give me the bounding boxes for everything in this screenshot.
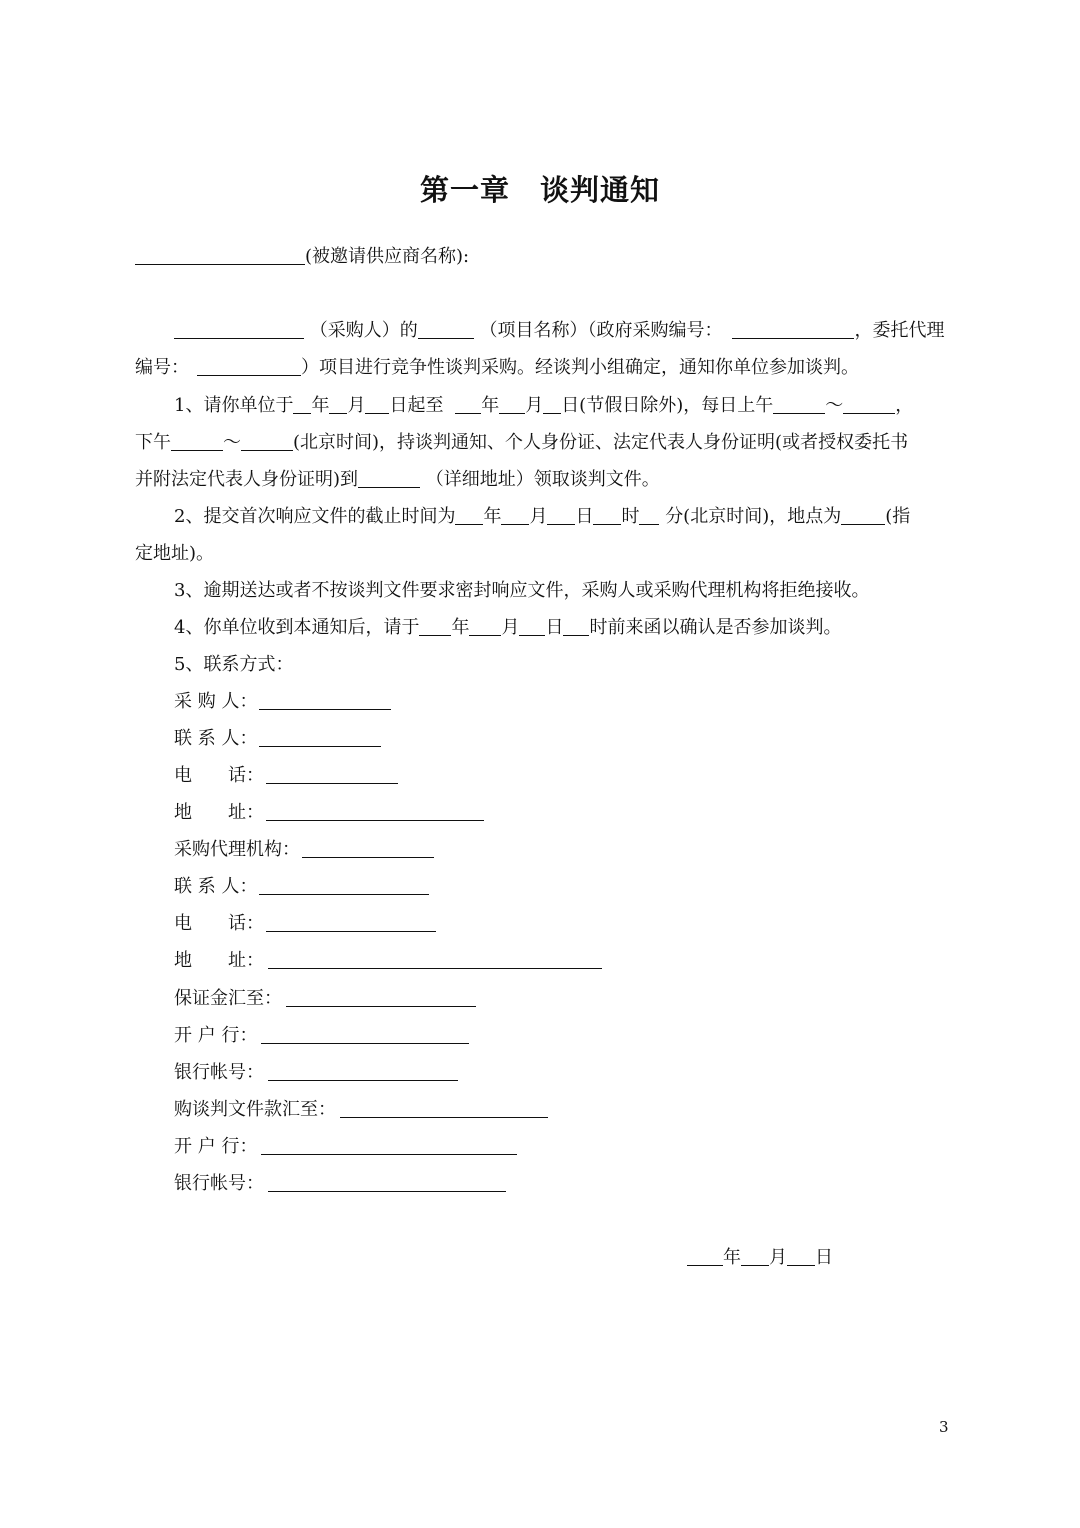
blank-reply-hour[interactable] xyxy=(563,617,589,636)
contact-purchaser-phone: 电 话： xyxy=(174,763,398,789)
blank-sign-month[interactable] xyxy=(741,1247,769,1266)
blank-am-start[interactable] xyxy=(773,395,825,414)
deposit-account-no: 银行帐号： xyxy=(174,1060,458,1086)
blank-purchaser-name[interactable] xyxy=(259,691,391,710)
blank-pm-start[interactable] xyxy=(171,432,223,451)
item-2-line-1: 2、提交首次响应文件的截止时间为 年 月 日 时 分(北京时间)，地点为 (指 xyxy=(174,506,911,527)
blank-month[interactable] xyxy=(329,395,347,414)
fee-to: 购谈判文件款汇至： xyxy=(174,1097,548,1123)
blank-deadline-hour[interactable] xyxy=(593,506,621,525)
blank-procurement-code[interactable] xyxy=(732,320,854,339)
deposit-bank: 开 户 行： xyxy=(174,1023,469,1049)
item-1-line-2: 下午 ～ (北京时间)，持谈判通知、个人身份证、法定代表人身份证明(或者授权委托书 xyxy=(135,432,909,453)
blank-day[interactable] xyxy=(365,395,389,414)
contact-agency-address: 地 址： xyxy=(174,948,602,974)
addressee-line: (被邀请供应商名称): xyxy=(135,244,469,270)
contact-purchaser-address: 地 址： xyxy=(174,800,484,826)
item-1-line-1: 1、请你单位于 年 月 日起至 年 月 日(节假日除外)，每日上午 ～ ， xyxy=(174,395,914,416)
blank-agency-name[interactable] xyxy=(302,839,434,858)
blank-agency-address[interactable] xyxy=(268,950,602,969)
page-number: 3 xyxy=(939,1418,949,1436)
blank-pm-end[interactable] xyxy=(241,432,293,451)
blank-location[interactable] xyxy=(841,506,885,525)
fee-bank: 开 户 行： xyxy=(174,1134,517,1160)
blank-deposit-account[interactable] xyxy=(286,988,476,1007)
intro-line-2: 编号： ）项目进行竞争性谈判采购。经谈判小组确定，通知你单位参加谈判。 xyxy=(135,357,859,378)
blank-reply-month[interactable] xyxy=(469,617,501,636)
intro-line-1: （采购人）的 （项目名称）（政府采购编号： ，委托代理 xyxy=(174,318,944,344)
blank-deposit-account-no[interactable] xyxy=(268,1062,458,1081)
blank-month-2[interactable] xyxy=(499,395,525,414)
item-2-line-2: 定地址)。 xyxy=(135,543,215,564)
blank-purchaser[interactable] xyxy=(174,320,304,339)
contact-agency-phone: 电 话： xyxy=(174,911,436,937)
contact-agency-person: 联 系 人： xyxy=(174,874,429,900)
blank-fee-bank[interactable] xyxy=(261,1136,517,1155)
blank-am-end[interactable] xyxy=(843,395,895,414)
blank-reply-year[interactable] xyxy=(419,617,451,636)
blank-supplier-name[interactable] xyxy=(135,246,305,265)
blank-deposit-bank[interactable] xyxy=(261,1025,469,1044)
blank-purchaser-contact[interactable] xyxy=(259,728,381,747)
blank-fee-account[interactable] xyxy=(340,1099,548,1118)
blank-agency-code[interactable] xyxy=(197,357,301,376)
blank-agency-phone[interactable] xyxy=(266,913,436,932)
signature-date: 年 月 日 xyxy=(687,1245,833,1271)
contact-agency: 采购代理机构： xyxy=(174,837,434,863)
blank-deadline-month[interactable] xyxy=(501,506,529,525)
blank-deadline-day[interactable] xyxy=(547,506,575,525)
blank-reply-day[interactable] xyxy=(519,617,545,636)
fee-account-no: 银行帐号： xyxy=(174,1171,506,1197)
contact-purchaser-person: 联 系 人： xyxy=(174,726,381,752)
blank-sign-day[interactable] xyxy=(787,1247,815,1266)
blank-purchaser-phone[interactable] xyxy=(266,765,398,784)
item-1-line-3: 并附法定代表人身份证明)到 （详细地址）领取谈判文件。 xyxy=(135,469,660,490)
blank-year-2[interactable] xyxy=(455,395,481,414)
blank-detail-address[interactable] xyxy=(358,469,420,488)
blank-day-2[interactable] xyxy=(543,395,561,414)
contact-purchaser: 采 购 人： xyxy=(174,689,391,715)
item-3: 3、逾期送达或者不按谈判文件要求密封响应文件，采购人或采购代理机构将拒绝接收。 xyxy=(174,580,870,601)
chapter-title: 谈判通知 xyxy=(540,173,661,207)
chapter-label: 第一章 xyxy=(419,173,510,207)
blank-deadline-year[interactable] xyxy=(455,506,483,525)
page-title xyxy=(0,168,1080,209)
item-4: 4、你单位收到本通知后，请于 年 月 日 时前来函以确认是否参加谈判。 xyxy=(174,617,842,638)
blank-agency-contact[interactable] xyxy=(259,876,429,895)
blank-year[interactable] xyxy=(293,395,311,414)
blank-purchaser-address[interactable] xyxy=(266,802,484,821)
blank-deadline-minute[interactable] xyxy=(639,506,659,525)
item-5: 5、联系方式： xyxy=(174,654,294,675)
blank-project-name[interactable] xyxy=(418,320,474,339)
blank-fee-account-no[interactable] xyxy=(268,1173,506,1192)
deposit-to: 保证金汇至： xyxy=(174,986,476,1012)
blank-sign-year[interactable] xyxy=(687,1247,723,1266)
